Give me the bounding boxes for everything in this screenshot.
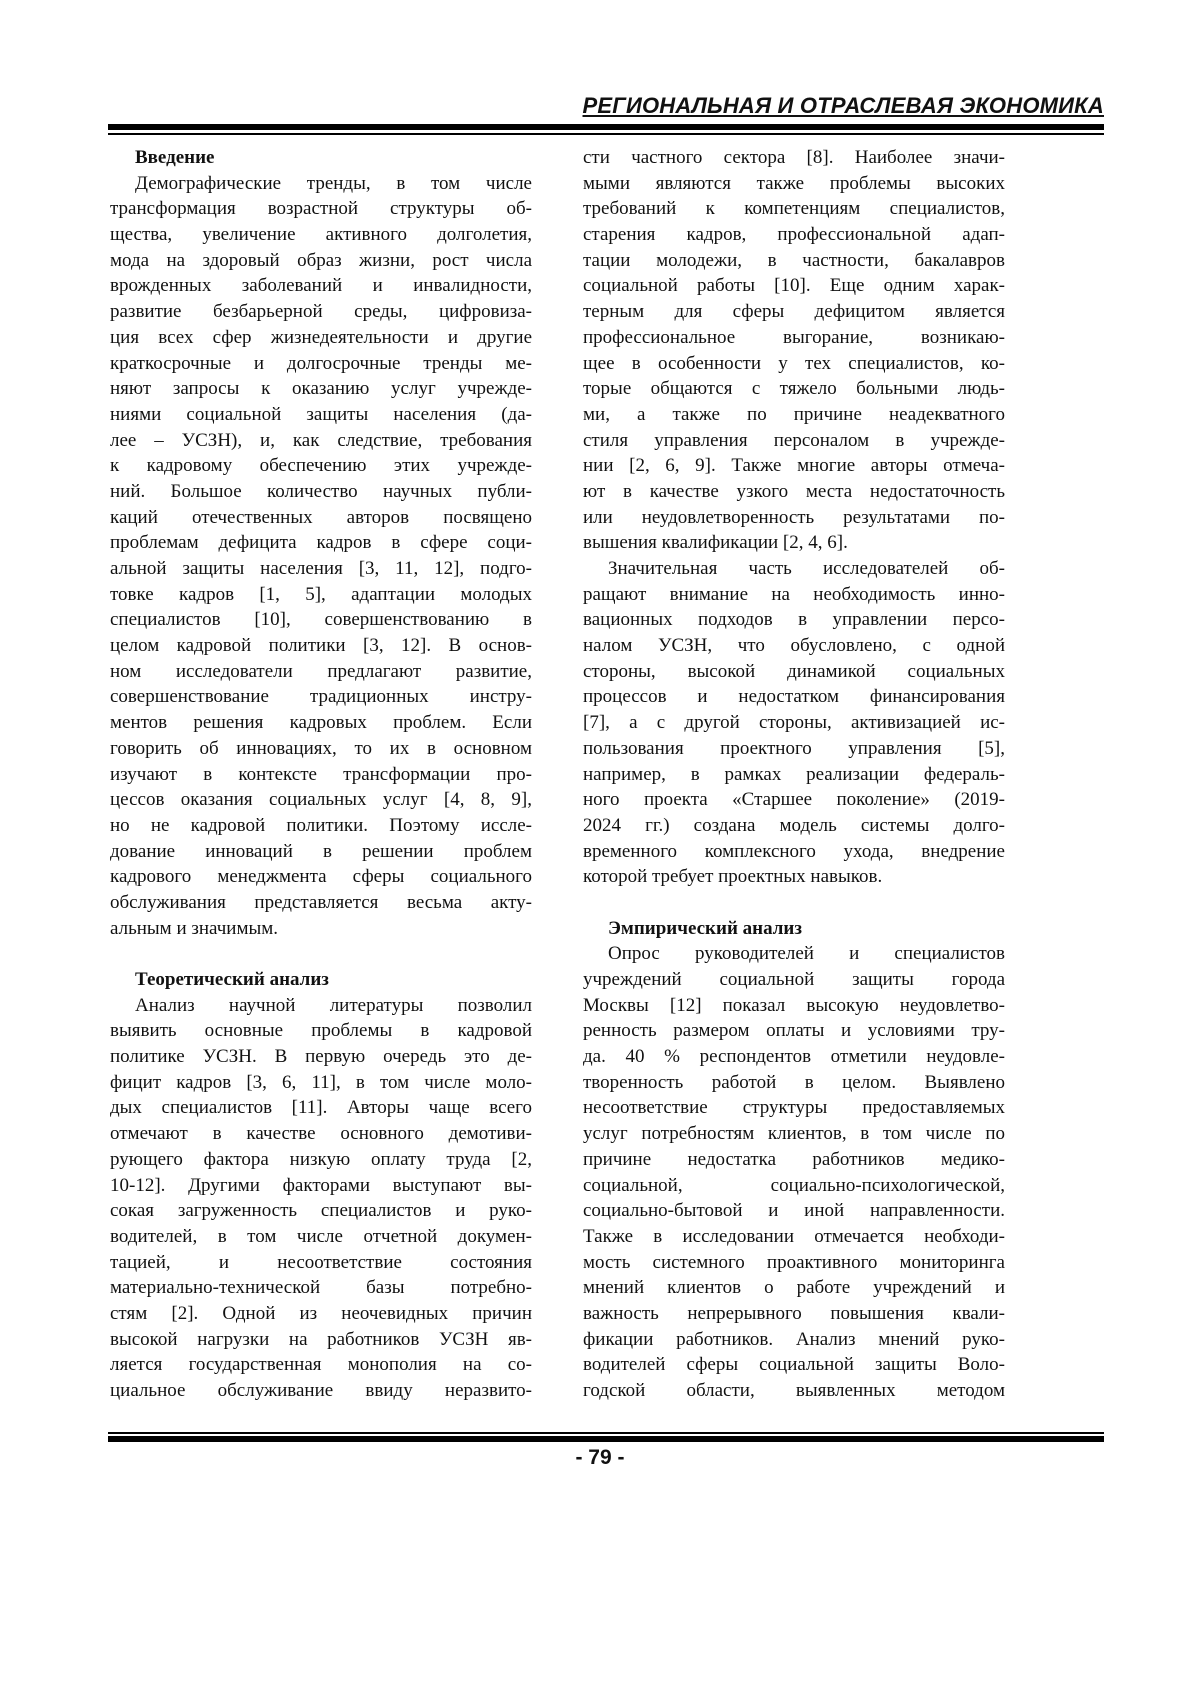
text-line: мость системного проактивного мониторинга: [583, 1250, 1005, 1276]
section-heading: Теоретический анализ: [110, 967, 532, 993]
text-line: изучают в контексте трансформации про-: [110, 762, 532, 788]
text-line: рующего фактора низкую оплату труда [2,: [110, 1147, 532, 1173]
text-line: тации молодежи, в частности, бакалавров: [583, 248, 1005, 274]
blank-line: [583, 890, 1005, 916]
header-rule-thin: [108, 133, 1104, 135]
text-line: врожденных заболеваний и инвалидности,: [110, 273, 532, 299]
text-line: материально-технической базы потребно-: [110, 1275, 532, 1301]
text-line: краткосрочные и долгосрочные тренды ме-: [110, 351, 532, 377]
text-line: ментов решения кадровых проблем. Если: [110, 710, 532, 736]
text-line: обслуживания представляется весьма акту-: [110, 890, 532, 916]
text-line: лее – УСЗН), и, как следствие, требования: [110, 428, 532, 454]
text-line: годской области, выявленных методом: [583, 1378, 1005, 1404]
text-line: временного комплексного ухода, внедрение: [583, 839, 1005, 865]
text-line: вышения квалификации [2, 4, 6].: [583, 530, 1005, 556]
text-line: требований к компетенциям специалистов,: [583, 196, 1005, 222]
text-line: стям [2]. Одной из неочевидных причин: [110, 1301, 532, 1327]
footer-rule-thin: [108, 1432, 1104, 1434]
text-line: товке кадров [1, 5], адаптации молодых: [110, 582, 532, 608]
blank-line: [110, 941, 532, 967]
text-line: сти частного сектора [8]. Наиболее значи-: [583, 145, 1005, 171]
text-line: няют запросы к оказанию услуг учрежде-: [110, 376, 532, 402]
text-line: которой требует проектных навыков.: [583, 864, 1005, 890]
text-line: стороны, высокой динамикой социальных: [583, 659, 1005, 685]
text-line: мыми являются также проблемы высоких: [583, 171, 1005, 197]
text-line: социальной, социально-психологической,: [583, 1173, 1005, 1199]
text-line: выявить основные проблемы в кадровой: [110, 1018, 532, 1044]
text-line: Значительная часть исследователей об-: [583, 556, 1005, 582]
text-line: тацией, и несоответствие состояния: [110, 1250, 532, 1276]
text-line: говорить об инновациях, то их в основном: [110, 736, 532, 762]
text-line: или неудовлетворенность результатами по-: [583, 505, 1005, 531]
footer-rule-thick: [108, 1436, 1104, 1442]
text-line: несоответствие структуры предоставляемых: [583, 1095, 1005, 1121]
text-line: трансформация возрастной структуры об-: [110, 196, 532, 222]
text-line: да. 40 % респондентов отметили неудовле-: [583, 1044, 1005, 1070]
text-line: социально-бытовой и иной направленности.: [583, 1198, 1005, 1224]
text-line: Демографические тренды, в том числе: [110, 171, 532, 197]
text-line: альной защиты населения [3, 11, 12], подго-: [110, 556, 532, 582]
text-line: социальной работы [10]. Еще одним харак-: [583, 273, 1005, 299]
text-line: отмечают в качестве основного демотиви-: [110, 1121, 532, 1147]
text-line: дых специалистов [11]. Авторы чаще всего: [110, 1095, 532, 1121]
text-line: сокая загруженность специалистов и руко-: [110, 1198, 532, 1224]
text-line: Анализ научной литературы позволил: [110, 993, 532, 1019]
text-line: щества, увеличение активного долголетия,: [110, 222, 532, 248]
text-line: цессов оказания социальных услуг [4, 8, 9],: [110, 787, 532, 813]
text-line: ращают внимание на необходимость инно-: [583, 582, 1005, 608]
text-line: каций отечественных авторов посвящено: [110, 505, 532, 531]
page-number: - 79 -: [0, 1446, 1200, 1470]
text-line: причине недостатка работников медико-: [583, 1147, 1005, 1173]
text-line: важность непрерывного повышения квали-: [583, 1301, 1005, 1327]
text-line: пользования проектного управления [5],: [583, 736, 1005, 762]
text-line: ляется государственная монополия на со-: [110, 1352, 532, 1378]
text-line: альным и значимым.: [110, 916, 532, 942]
text-line: совершенствование традиционных инстру-: [110, 684, 532, 710]
text-line: старения кадров, профессиональной адап-: [583, 222, 1005, 248]
text-line: нии [2, 6, 9]. Также многие авторы отмеча-: [583, 453, 1005, 479]
text-line: ний. Большое количество научных публи-: [110, 479, 532, 505]
text-line: фикации работников. Анализ мнений руко-: [583, 1327, 1005, 1353]
text-line: налом УСЗН, что обусловлено, с одной: [583, 633, 1005, 659]
text-line: Москвы [12] показал высокую неудовлетво-: [583, 993, 1005, 1019]
text-line: [7], а с другой стороны, активизацией ис-: [583, 710, 1005, 736]
text-line: кадрового менеджмента сферы социального: [110, 864, 532, 890]
text-line: вационных подходов в управлении персо-: [583, 607, 1005, 633]
section-heading: Эмпирический анализ: [583, 916, 1005, 942]
text-line: специалистов [10], совершенствованию в: [110, 607, 532, 633]
section-heading: Введение: [110, 145, 532, 171]
text-line: терным для сферы дефицитом является: [583, 299, 1005, 325]
text-line: 10-12]. Другими факторами выступают вы-: [110, 1173, 532, 1199]
text-line: ют в качестве узкого места недостаточность: [583, 479, 1005, 505]
text-line: ми, а также по причине неадекватного: [583, 402, 1005, 428]
text-line: ного проекта «Старшее поколение» (2019-: [583, 787, 1005, 813]
text-line: высокой нагрузки на работников УСЗН яв-: [110, 1327, 532, 1353]
text-line: дование инноваций в решении проблем: [110, 839, 532, 865]
right-column: [583, 145, 1005, 1404]
left-column: [110, 145, 532, 1404]
text-line: водителей сферы социальной защиты Воло-: [583, 1352, 1005, 1378]
text-line: творенность работой в целом. Выявлено: [583, 1070, 1005, 1096]
text-line: проблемам дефицита кадров в сфере соци-: [110, 530, 532, 556]
text-line: например, в рамках реализации федераль-: [583, 762, 1005, 788]
text-line: услуг потребностям клиентов, в том числе по: [583, 1121, 1005, 1147]
text-line: мнений клиентов о работе учреждений и: [583, 1275, 1005, 1301]
text-line: ном исследователи предлагают развитие,: [110, 659, 532, 685]
text-line: мода на здоровый образ жизни, рост числа: [110, 248, 532, 274]
journal-section-title: РЕГИОНАЛЬНАЯ И ОТРАСЛЕВАЯ ЭКОНОМИКА: [583, 93, 1105, 119]
text-line: профессиональное выгорание, возникаю-: [583, 325, 1005, 351]
header-rule-thick: [108, 124, 1104, 130]
text-line: Опрос руководителей и специалистов: [583, 941, 1005, 967]
text-line: циальное обслуживание ввиду неразвито-: [110, 1378, 532, 1404]
text-line: ренность размером оплаты и условиями тру-: [583, 1018, 1005, 1044]
text-line: ция всех сфер жизнедеятельности и другие: [110, 325, 532, 351]
text-line: целом кадровой политики [3, 12]. В основ-: [110, 633, 532, 659]
text-line: процессов и недостатком финансирования: [583, 684, 1005, 710]
text-line: торые общаются с тяжело больными людь-: [583, 376, 1005, 402]
text-line: к кадровому обеспечению этих учрежде-: [110, 453, 532, 479]
text-line: учреждений социальной защиты города: [583, 967, 1005, 993]
text-line: 2024 гг.) создана модель системы долго-: [583, 813, 1005, 839]
text-line: щее в особенности у тех специалистов, ко-: [583, 351, 1005, 377]
text-line: фицит кадров [3, 6, 11], в том числе моло-: [110, 1070, 532, 1096]
text-line: водителей, в том числе отчетной докумен-: [110, 1224, 532, 1250]
text-line: но не кадровой политики. Поэтому иссле-: [110, 813, 532, 839]
text-line: Также в исследовании отмечается необходи-: [583, 1224, 1005, 1250]
text-line: развитие безбарьерной среды, цифровиза-: [110, 299, 532, 325]
text-line: стиля управления персоналом в учрежде-: [583, 428, 1005, 454]
text-line: ниями социальной защиты населения (да-: [110, 402, 532, 428]
text-line: политике УСЗН. В первую очередь это де-: [110, 1044, 532, 1070]
